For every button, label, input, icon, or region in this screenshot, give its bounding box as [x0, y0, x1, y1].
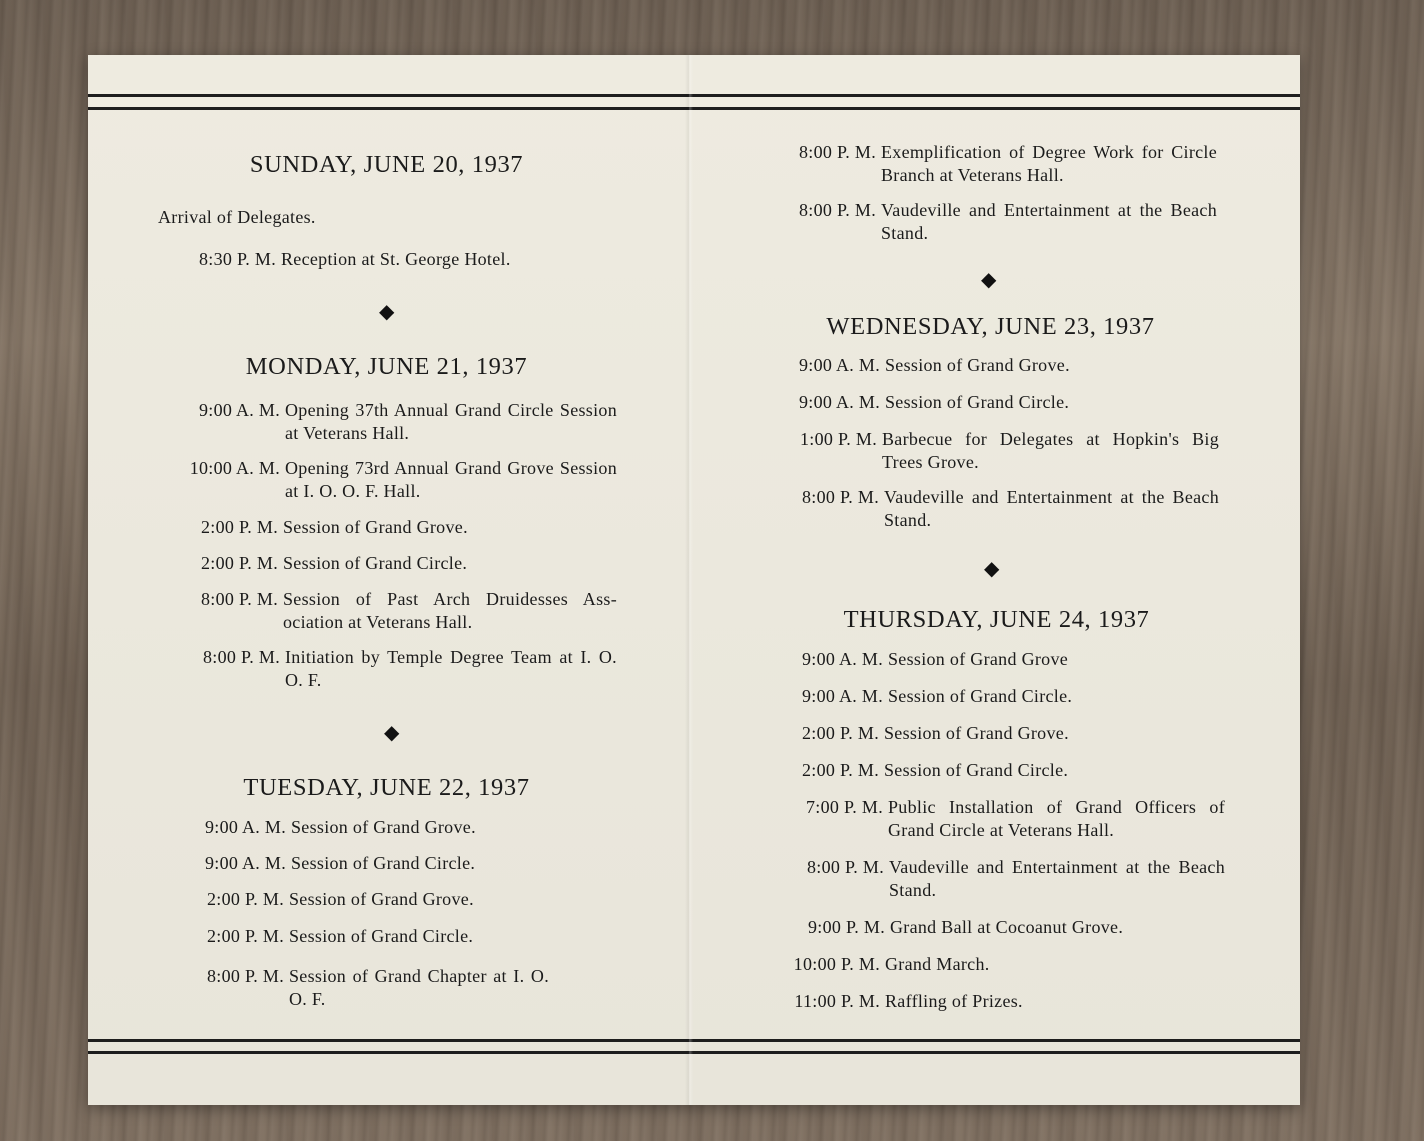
event-desc: Session of Grand Chapter at I. O. O. F.: [289, 966, 549, 1009]
schedule-item: [801, 648, 1224, 671]
event-time: 2:00 P. M.: [206, 926, 284, 946]
separator-diamond-icon: ◆: [981, 269, 997, 291]
event-desc: Session of Grand Circle.: [283, 553, 468, 573]
event-desc: Session of Grand Grove.: [283, 517, 468, 537]
event-time: 8:30 P. M.: [198, 249, 276, 269]
schedule-item: [798, 354, 1219, 377]
schedule-item: [198, 399, 617, 444]
schedule-item: [200, 552, 617, 575]
schedule-item: [200, 516, 617, 539]
event-time: 11:00 P. M.: [794, 991, 880, 1011]
event-desc: Vaudeville and Entertainment at the Beach Stand.: [884, 487, 1219, 530]
schedule-item: [806, 856, 1225, 901]
schedule-item: [807, 916, 1225, 939]
event-desc: Reception at St. George Hotel.: [281, 249, 511, 269]
event-time: 9:00 A. M.: [801, 649, 883, 669]
event-desc: Opening 73rd Annual Grand Grove Session at I. O. O. F. Hall.: [285, 458, 617, 501]
event-time: 9:00 A. M.: [204, 817, 286, 837]
event-time: 9:00 A. M.: [198, 400, 280, 420]
separator-diamond-icon: ◆: [384, 722, 400, 744]
schedule-item: [798, 391, 1219, 414]
event-desc: Session of Grand Circle.: [885, 392, 1070, 412]
event-time: 8:00 P. M.: [801, 487, 879, 507]
top-rule-outer: [88, 94, 1300, 97]
event-desc: Raffling of Prizes.: [885, 991, 1023, 1011]
center-fold: [685, 55, 693, 1105]
event-desc: Opening 37th Annual Grand Circle Session at Veterans Hall.: [285, 400, 617, 443]
event-desc: Session of Grand Circle.: [888, 686, 1073, 706]
bottom-rule-inner: [88, 1039, 1300, 1042]
event-time: 9:00 A. M.: [801, 686, 883, 706]
event-time: 8:00 P. M.: [202, 647, 280, 667]
event-desc: Initiation by Temple Degree Team at I. O. O. F.: [285, 647, 617, 690]
event-desc: Grand March.: [885, 954, 990, 974]
event-time: 9:00 A. M.: [798, 355, 880, 375]
event-time: 10:00 A. M.: [189, 458, 280, 478]
event-desc: Session of Grand Circle.: [289, 926, 474, 946]
event-time: 8:00 P. M.: [200, 589, 278, 609]
separator-diamond-icon: ◆: [984, 558, 1000, 580]
schedule-item: [805, 796, 1225, 841]
schedule-item: [206, 965, 549, 1010]
event-desc: Session of Grand Circle.: [291, 853, 476, 873]
day-heading-monday: MONDAY, JUNE 21, 1937: [245, 353, 528, 380]
event-desc: Vaudeville and Entertainment at the Beach Stand.: [881, 200, 1217, 243]
day-heading-wednesday: WEDNESDAY, JUNE 23, 1937: [826, 313, 1155, 340]
event-desc: Public Installation of Grand Officers of Grand Circle at Veterans Hall.: [888, 797, 1225, 840]
event-desc: Session of Past Arch Druidesses Ass- ociation at Veterans Hall.: [283, 589, 617, 632]
schedule-item: [200, 588, 617, 633]
schedule-item: [198, 248, 621, 271]
program-leaflet: [88, 55, 1300, 1105]
event-desc: Session of Grand Grove: [888, 649, 1069, 669]
event-desc: Session of Grand Grove.: [289, 889, 474, 909]
schedule-item: [204, 816, 611, 839]
event-time: 8:00 P. M.: [798, 200, 876, 220]
event-desc: Session of Grand Grove.: [291, 817, 476, 837]
event-desc: Session of Grand Grove.: [885, 355, 1070, 375]
schedule-item: [801, 685, 1224, 708]
event-desc: Session of Grand Circle.: [884, 760, 1069, 780]
event-time: 2:00 P. M.: [206, 889, 284, 909]
schedule-item: [793, 953, 1220, 976]
schedule-item: [799, 428, 1219, 473]
day-heading-sunday: SUNDAY, JUNE 20, 1937: [249, 151, 524, 178]
schedule-item: [798, 141, 1217, 186]
event-desc: Session of Grand Grove.: [884, 723, 1069, 743]
schedule-item: [801, 722, 1224, 745]
schedule-item: [798, 199, 1217, 244]
day-heading-thursday: THURSDAY, JUNE 24, 1937: [843, 606, 1150, 633]
schedule-item: [202, 646, 617, 691]
event-desc: Barbecue for Delegates at Hopkin's Big Trees Grove.: [882, 429, 1219, 472]
event-time: 9:00 A. M.: [204, 853, 286, 873]
event-desc: Grand Ball at Cocoanut Grove.: [890, 917, 1124, 937]
event-desc: Vaudeville and Entertainment at the Beach Stand.: [889, 857, 1225, 900]
event-time: 2:00 P. M.: [801, 723, 879, 743]
schedule-item: [204, 852, 611, 875]
top-rule-inner: [88, 107, 1300, 110]
event-time: 10:00 P. M.: [793, 954, 880, 974]
arrival-text: Arrival of Delegates.: [158, 207, 316, 227]
schedule-item: [189, 457, 617, 502]
schedule-item: [794, 990, 1220, 1013]
event-time: 7:00 P. M.: [805, 797, 883, 817]
separator-diamond-icon: ◆: [379, 301, 395, 323]
day-heading-tuesday: TUESDAY, JUNE 22, 1937: [243, 774, 530, 801]
event-time: 2:00 P. M.: [801, 760, 879, 780]
schedule-item: [206, 925, 611, 948]
schedule-item: [801, 759, 1224, 782]
event-time: 2:00 P. M.: [200, 553, 278, 573]
event-desc: Exemplification of Degree Work for Circle Branch at Veterans Hall.: [881, 142, 1217, 185]
event-time: 9:00 P. M.: [807, 917, 885, 937]
bottom-rule-outer: [88, 1051, 1300, 1054]
event-time: 1:00 P. M.: [799, 429, 877, 449]
event-time: 9:00 A. M.: [798, 392, 880, 412]
schedule-item: [801, 486, 1219, 531]
event-time: 8:00 P. M.: [806, 857, 884, 877]
event-time: 8:00 P. M.: [206, 966, 284, 986]
event-time: 2:00 P. M.: [200, 517, 278, 537]
event-time: 8:00 P. M.: [798, 142, 876, 162]
schedule-item: [206, 888, 611, 911]
